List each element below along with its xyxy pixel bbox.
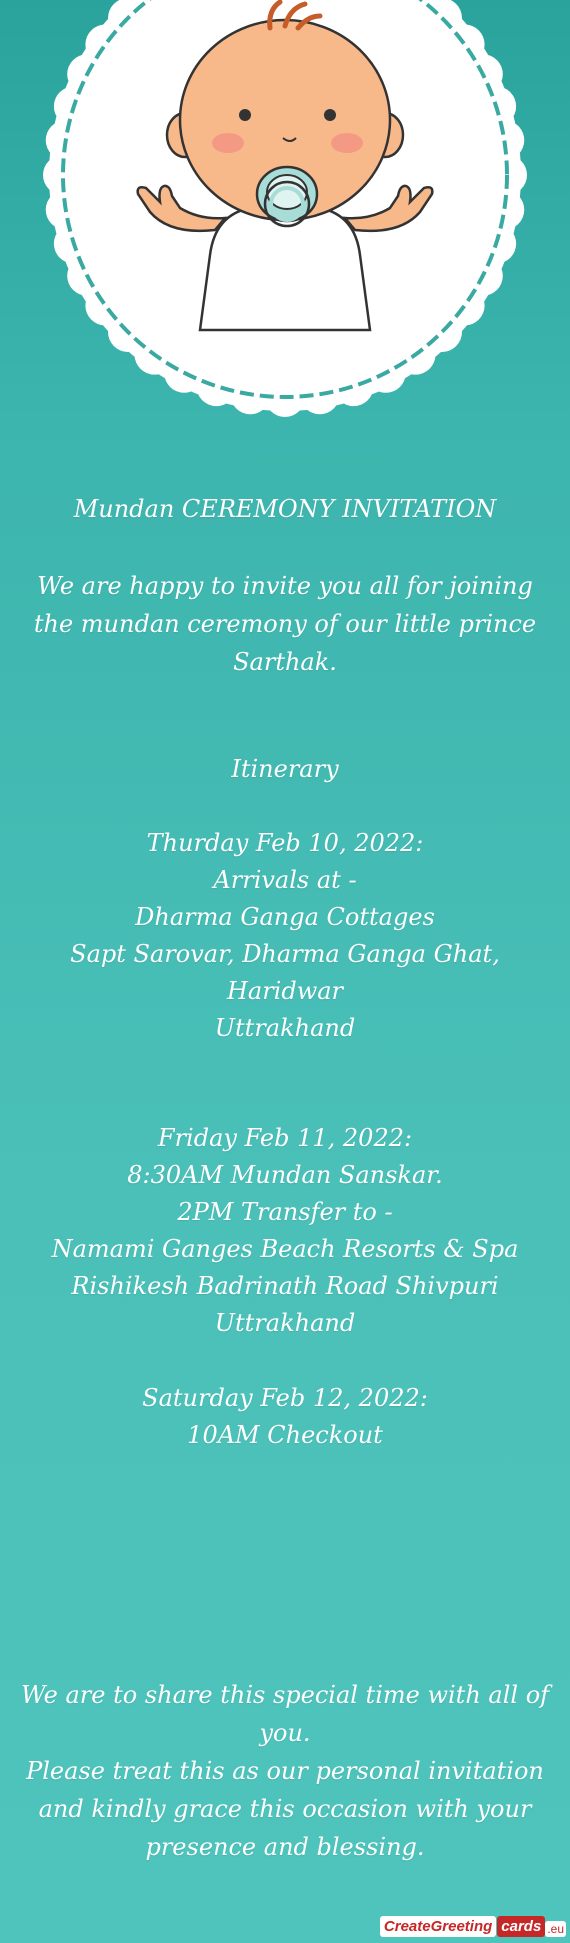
closing-line-4: and kindly grace this occasion with your xyxy=(38,1795,532,1823)
baby-illustration xyxy=(40,0,530,440)
closing-line-3: Please treat this as our personal invitation xyxy=(26,1757,544,1785)
day1-line-5: Haridwar xyxy=(226,977,344,1005)
day2-line-4: Namami Ganges Beach Resorts & Spa xyxy=(51,1235,519,1263)
day1-line-4: Sapt Sarovar, Dharma Ganga Ghat, xyxy=(70,940,500,968)
closing-block xyxy=(0,1676,570,1866)
day2-line-5: Rishikesh Badrinath Road Shivpuri xyxy=(71,1272,499,1300)
day1-date: Thurday Feb 10, 2022: xyxy=(146,829,424,857)
day2-block xyxy=(0,1120,570,1342)
day2-line-6: Uttrakhand xyxy=(214,1309,356,1337)
intro-block xyxy=(0,567,570,681)
closing-line-5: presence and blessing. xyxy=(145,1833,425,1861)
intro-line-3: Sarthak. xyxy=(233,648,337,676)
day1-line-2: Arrivals at - xyxy=(213,866,357,894)
day3-line-2: 10AM Checkout xyxy=(187,1421,383,1449)
invitation-heading: Mundan CEREMONY INVITATION xyxy=(73,495,497,523)
closing-line-2: you. xyxy=(259,1719,311,1747)
day2-line-3: 2PM Transfer to - xyxy=(177,1198,393,1226)
heading-block xyxy=(0,490,570,528)
brand-part-1: CreateGreeting xyxy=(380,1916,496,1937)
intro-line-1: We are happy to invite you all for joining xyxy=(37,572,533,600)
itinerary-title-block xyxy=(0,750,570,788)
day1-line-6: Uttrakhand xyxy=(214,1014,356,1042)
closing-line-1: We are to share this special time with all of xyxy=(20,1681,550,1709)
day2-date: Friday Feb 11, 2022: xyxy=(157,1124,413,1152)
day1-line-3: Dharma Ganga Cottages xyxy=(135,903,435,931)
itinerary-title: Itinerary xyxy=(231,755,339,783)
day2-line-2: 8:30AM Mundan Sanskar. xyxy=(127,1161,443,1189)
intro-line-2: the mundan ceremony of our little prince xyxy=(33,610,537,638)
brand-part-2: cards xyxy=(497,1916,545,1937)
day3-block xyxy=(0,1380,570,1454)
brand-watermark-link[interactable] xyxy=(380,1901,566,1937)
day3-date: Saturday Feb 12, 2022: xyxy=(142,1384,428,1412)
brand-part-3: .eu xyxy=(547,1922,564,1936)
day1-block xyxy=(0,825,570,1047)
